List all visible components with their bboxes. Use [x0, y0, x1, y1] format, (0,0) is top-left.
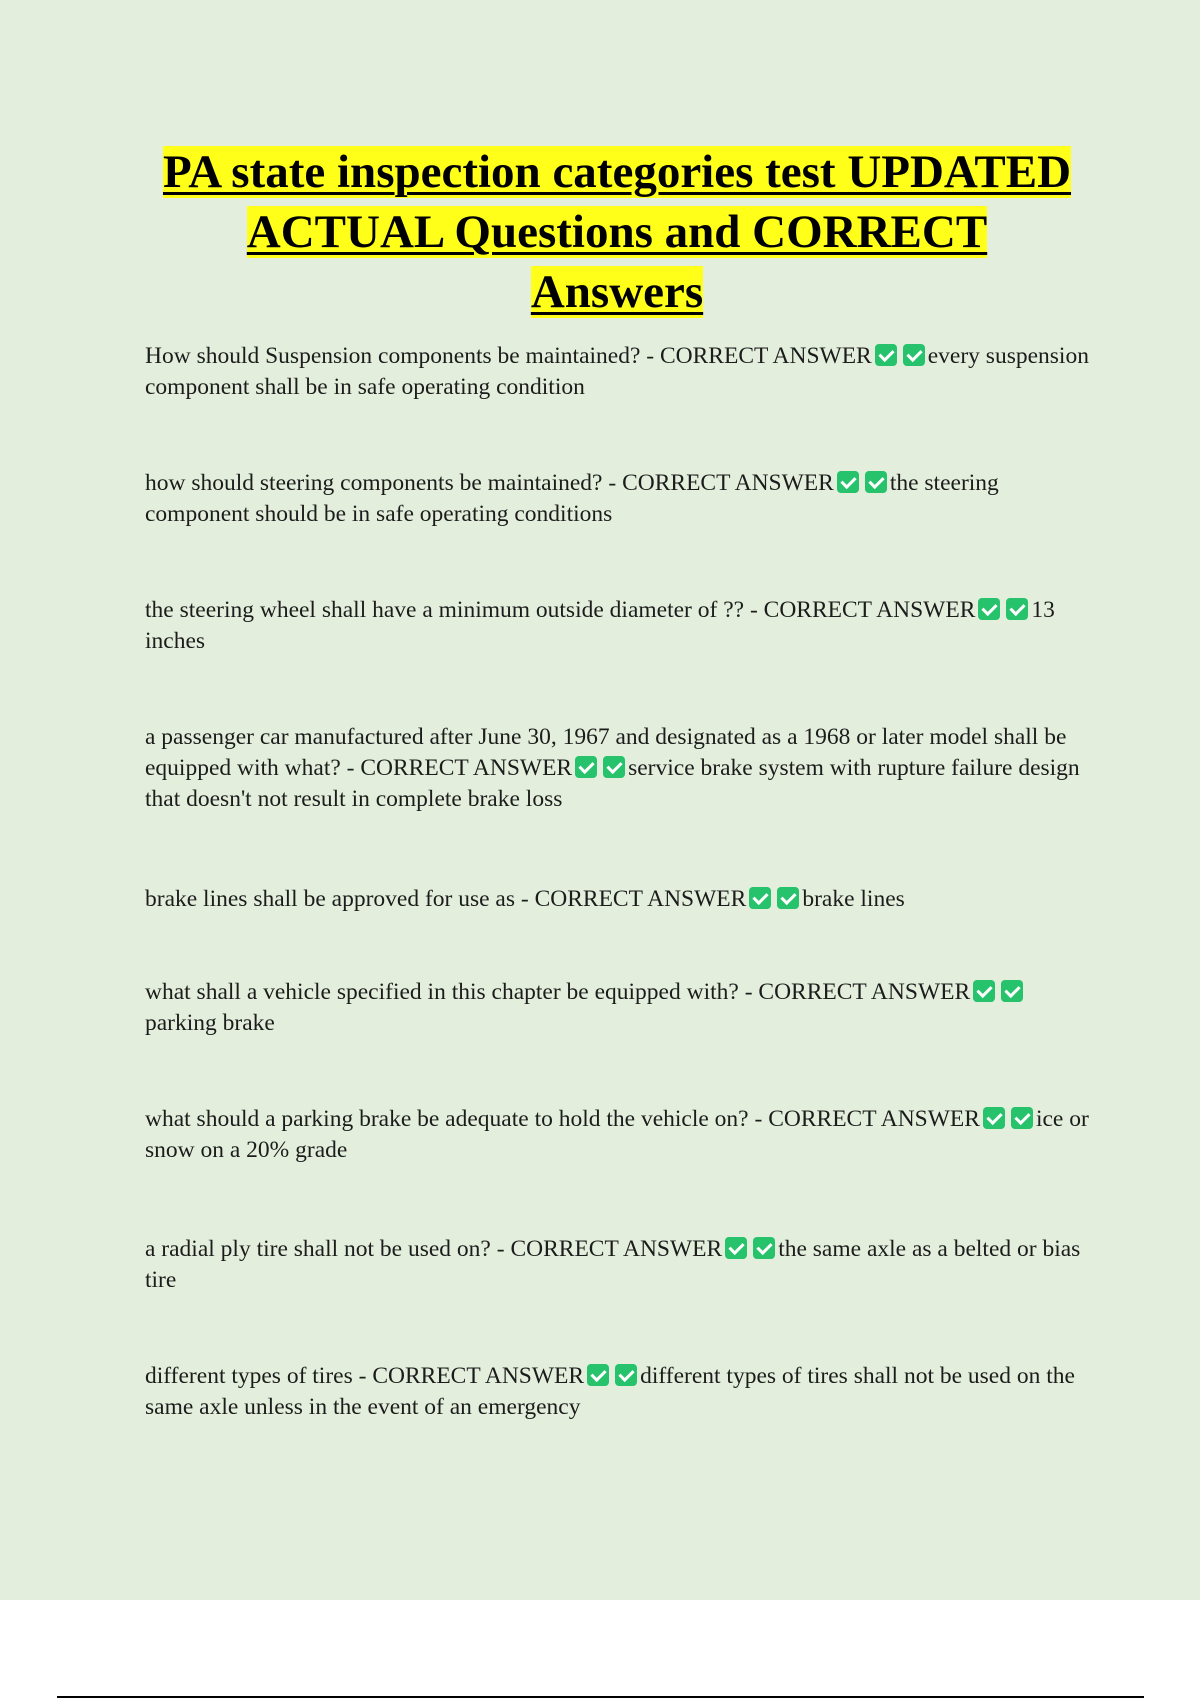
check-mark-icon — [978, 598, 1000, 620]
check-mark-icon — [1001, 980, 1023, 1002]
check-mark-icon — [875, 344, 897, 366]
answer-text: the same axle as a belted or bias tire — [145, 1236, 1081, 1293]
qa-item — [145, 468, 1090, 530]
question-text: how should steering components be maintained? — [145, 470, 603, 496]
answer-text: every suspension component shall be in safe operating condition — [145, 343, 1089, 400]
answer-marker: - CORRECT ANSWER — [754, 1106, 980, 1132]
answer-marker: - CORRECT ANSWER — [744, 979, 971, 1005]
qa-item — [145, 341, 1090, 403]
check-mark-icon — [603, 756, 625, 778]
check-mark-icon — [725, 1237, 747, 1259]
qa-item — [145, 1361, 1090, 1423]
answer-text: 13 inches — [145, 597, 1055, 654]
check-mark-icon — [1006, 598, 1028, 620]
question-text: brake lines shall be approved for use as — [145, 886, 515, 912]
answer-marker: - CORRECT ANSWER — [646, 343, 872, 369]
check-mark-icon — [1011, 1107, 1033, 1129]
answer-marker: - CORRECT ANSWER — [749, 597, 976, 623]
answer-marker: - CORRECT ANSWER — [520, 886, 747, 912]
check-mark-icon — [587, 1364, 609, 1386]
footer-divider — [57, 1696, 1144, 1698]
qa-item — [145, 595, 1090, 657]
title-line-3: Answers — [530, 266, 704, 318]
qa-item — [145, 722, 1090, 815]
answer-text: different types of tires shall not be used on the same axle unless in the event of an emergency — [145, 1363, 1075, 1420]
document-title — [140, 142, 1094, 322]
answer-text: the steering component should be in safe operating conditions — [145, 470, 999, 527]
question-text: different types of tires — [145, 1363, 353, 1389]
check-mark-icon — [903, 344, 925, 366]
question-text: How should Suspension components be maintained? — [145, 343, 641, 369]
answer-text: parking brake — [145, 1010, 275, 1036]
check-mark-icon — [749, 887, 771, 909]
check-mark-icon — [865, 471, 887, 493]
check-mark-icon — [777, 887, 799, 909]
check-mark-icon — [837, 471, 859, 493]
check-mark-icon — [973, 980, 995, 1002]
check-mark-icon — [575, 756, 597, 778]
question-text: a passenger car manufactured after June 30, 1967 and designated as a 1968 or later model shall be equipped with what? — [145, 724, 1067, 781]
answer-text: ice or snow on a 20% grade — [145, 1106, 1089, 1163]
qa-item — [145, 1104, 1090, 1166]
qa-item — [145, 884, 1090, 915]
question-text: what shall a vehicle specified in this chapter be equipped with? — [145, 979, 739, 1005]
title-line-2: ACTUAL Questions and CORRECT — [246, 206, 988, 258]
answer-text: service brake system with rupture failure design that doesn't not result in complete brake loss — [145, 755, 1080, 812]
check-mark-icon — [753, 1237, 775, 1259]
answer-marker: - CORRECT ANSWER — [358, 1363, 585, 1389]
question-text: what should a parking brake be adequate to hold the vehicle on? — [145, 1106, 749, 1132]
question-text: the steering wheel shall have a minimum outside diameter of ?? — [145, 597, 745, 623]
qa-item — [145, 977, 1090, 1039]
answer-marker: - CORRECT ANSWER — [608, 470, 834, 496]
check-mark-icon — [615, 1364, 637, 1386]
qa-item — [145, 1234, 1090, 1296]
answer-text: brake lines — [802, 886, 905, 912]
question-text: a radial ply tire shall not be used on? — [145, 1236, 491, 1262]
answer-marker: - CORRECT ANSWER — [496, 1236, 723, 1262]
check-mark-icon — [983, 1107, 1005, 1129]
answer-marker: - CORRECT ANSWER — [346, 755, 573, 781]
title-line-1: PA state inspection categories test UPDATED — [162, 146, 1072, 198]
